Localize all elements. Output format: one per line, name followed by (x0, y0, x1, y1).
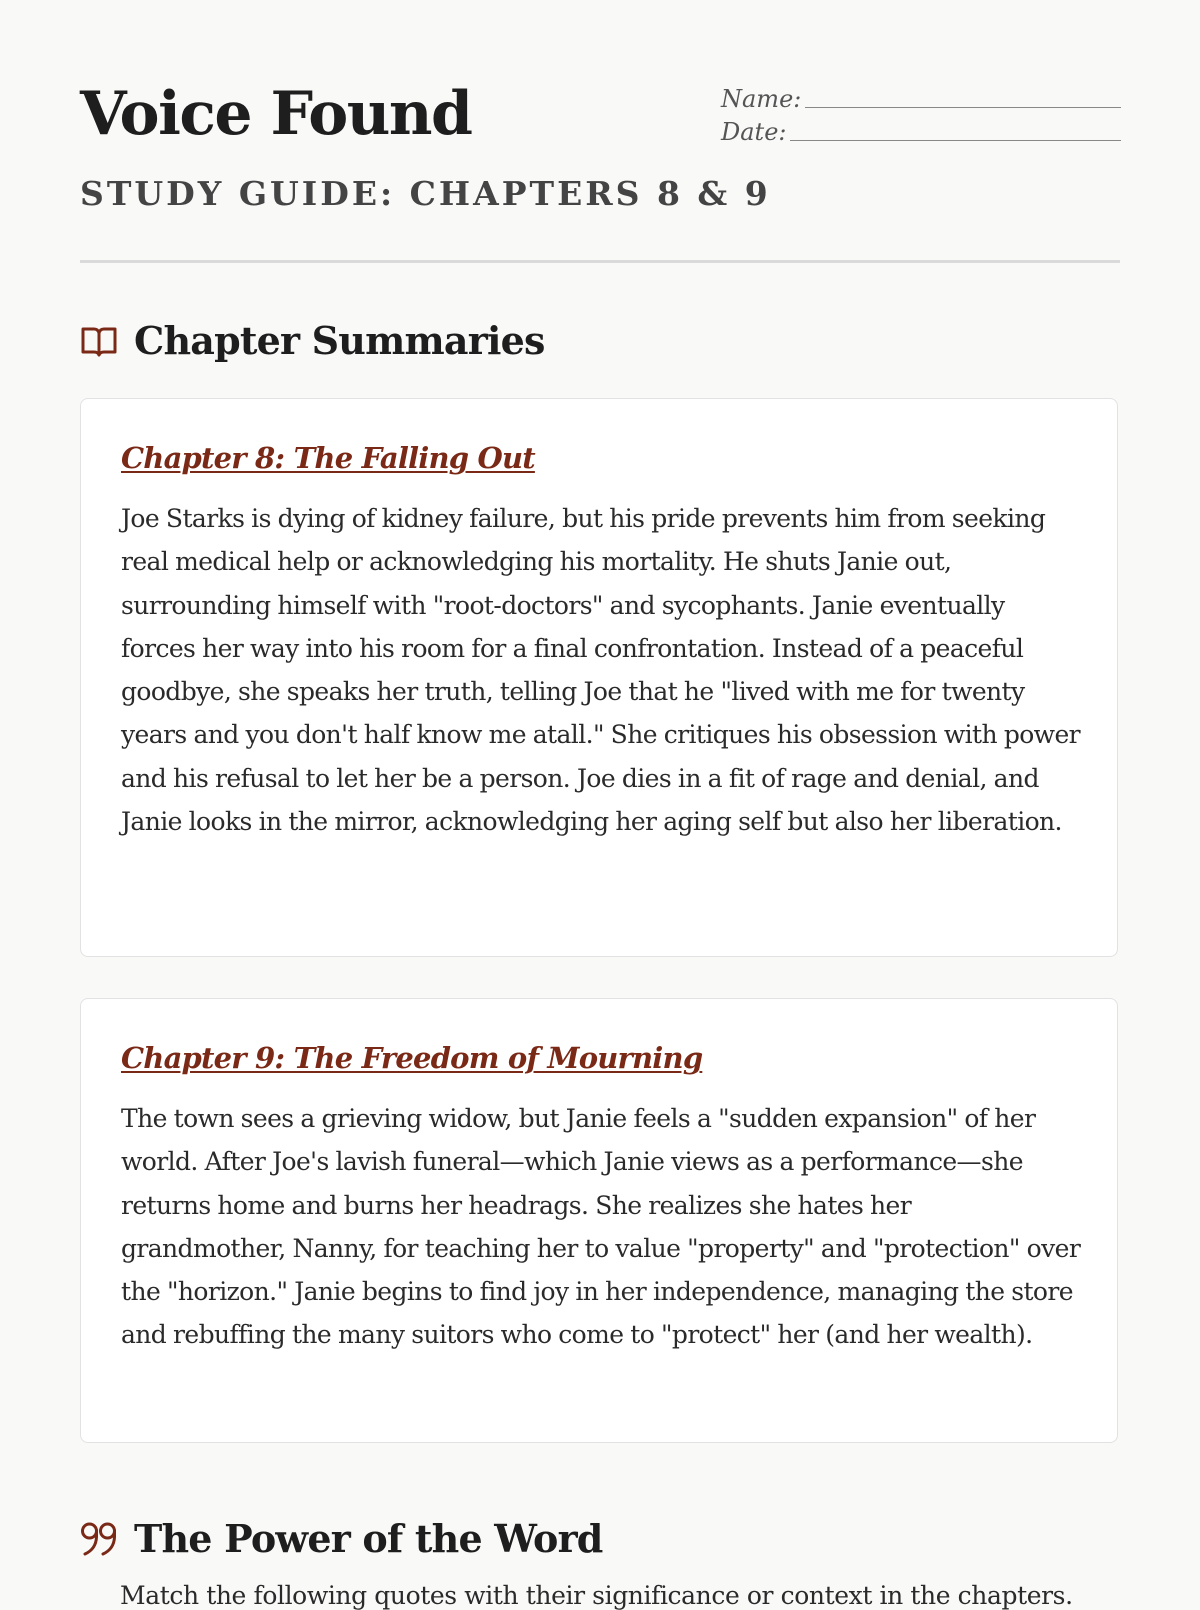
section-title: The Power of the Word (134, 1516, 603, 1561)
chapter-8-card (80, 398, 1118, 957)
date-field[interactable] (721, 113, 1121, 146)
section-title: Chapter Summaries (134, 318, 545, 363)
page-title: Voice Found (80, 79, 472, 149)
chapter-summaries-heading (80, 318, 545, 363)
quote-icon (80, 1520, 118, 1558)
chapter-9-summary: The town sees a grieving widow, but Janie feels a "sudden expansion" of her world. After Joe's lavish funeral—which Janie views as a performance—she returns home and burns her headrags. She realizes she hates her grandmother, Nanny, for teaching her to value "property" and "protection" over the "horizon." Janie begins to find joy in her independence, managing the store and rebuffing the many suitors who come to "protect" her (and her wealth). (121, 1104, 1081, 1350)
chapter-8-title: Chapter 8: The Falling Out (121, 441, 535, 475)
power-of-word-intro: Match the following quotes with their significance or context in the chapters. (120, 1581, 1073, 1610)
name-field[interactable] (721, 80, 1121, 113)
name-line[interactable] (805, 107, 1121, 108)
chapter-9-title: Chapter 9: The Freedom of Mourning (121, 1041, 703, 1075)
date-line[interactable] (790, 140, 1121, 141)
power-of-word-heading (80, 1516, 603, 1561)
open-book-icon (80, 322, 118, 360)
name-label: Name: (721, 85, 802, 113)
page-subtitle: STUDY GUIDE: CHAPTERS 8 & 9 (80, 174, 771, 213)
name-date-fields (721, 80, 1121, 146)
chapter-9-card (80, 998, 1118, 1443)
header-divider (80, 260, 1120, 263)
chapter-8-summary: Joe Starks is dying of kidney failure, but his pride prevents him from seeking real medical help or acknowledging his mortality. He shuts Janie out, surrounding himself with "root-doctors" and sycophants. Janie eventually forces her way into his room for a final confrontation. Instead of a peaceful goodbye, she speaks her truth, telling Joe that he "lived with me for twenty years and you don't half know me atall." She critiques his obsession with power and his refusal to let her be a person. Joe dies in a fit of rage and denial, and Janie looks in the mirror, acknowledging her aging self but also her liberation. (121, 504, 1081, 837)
date-label: Date: (721, 118, 787, 146)
